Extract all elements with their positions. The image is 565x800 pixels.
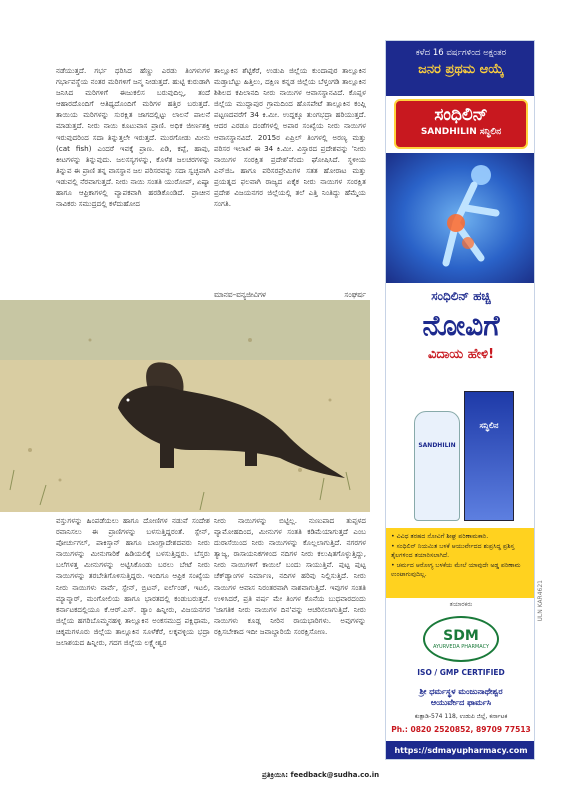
- company-phone[interactable]: Ph.: 0820 2520852, 89709 77513: [391, 725, 531, 734]
- ad-benefits: [386, 528, 535, 598]
- ad-header-line2: ಜನರ ಪ್ರಥಮ ಆಯ್ಕೆ: [418, 62, 504, 77]
- article-column-1: ನಡೆಯುತ್ತದೆ. ಗರ್ಭ ಧರಿಸಿದ ಹೆಣ್ಣು ಎರಡು ತಿಂಗಳುಗಳ ಗರ್ಭಾವಸ್ಥೆಯ ನಂತರ ಮರಿಗಳಿಗೆ ಜನ್ಮ ನೀಡುತ್ತದೆ. ಹುಟ್ಟಿ ಕುರುಡಾಗಿ ಜನಿಸಿದ ಮರಿಗಳಿಗೆ ಈಜುಕಲಿಸ ಬರುವುದಿಲ್ಲ, ತಂದೆ ಆಹಾರದೊಂದಿಗೆ ಆತಿಥ್ಯದೊಂದಿಗೆ ಮರಿಗಳ ಹತ್ತಿರ ಬರುತ್ತದೆ. ತಾಯಿಯ ಮರಿಗಳನ್ನು ಸುರಕ್ಷಿತ ಜಾಗದಲ್ಲಿಟ್ಟು ಲಾಲನೆ ಪಾಲನೆ ಮಾಡುತ್ತದೆ. ನೀರು ನಾಯಿ ಕೂಟುವಾಸ ಪ್ರಾಣಿ. ಅಧಿಕ ಜೀರ್ಣಶಕ್ತಿ ಇರುವುದರಿಂದ ಸದಾ ತಿನ್ನುತ್ತಲೇ ಇರುತ್ತದೆ. ಮುರಗೋಡು ಮೀನು (cat fish) ಎಂದರೆ ಇವಕ್ಕೆ ಪ್ರಾಣ. ಏಡಿ, ಕಪ್ಪೆ, ಹಾವು, ಕೀಟಗಳನ್ನು ತಿನ್ನುವುದು. ಜಲಸಸ್ಯಗಳನ್ನು, ಕೊಳೆತ ಜಲಚರಗಳನ್ನು ತಿನ್ನುವ ಈ ಪ್ರಾಣಿ ತನ್ನ ವಾಸಸ್ಥಾನ ಜಲ ಪರಿಸರವನ್ನು ಸದಾ ಸ್ವಚ್ಛವಾಗಿ ಇಡುವಲ್ಲಿ ನೆರವಾಗುತ್ತದೆ. ನೀರು ನಾಯಿ ಸಂತತಿ ಯುರೋಪ್, ಏಷ್ಯಾ ಹಾಗೂ ಆಫ್ರಿಕಾಗಳಲ್ಲಿ ವ್ಯಾಪಕವಾಗಿ ಹರಡಿಕೊಂಡಿದೆ. ಪ್ರಾಚೀನ ನಾವಿಕರು ಸಮುದ್ರದಲ್ಲಿ ಕಳೆದುಹೋದ: [56, 66, 210, 209]
- subheading-left: ಮಾನವ–ವನ್ಯಜೀವಿಗಳ: [214, 290, 266, 299]
- sandhilin-advertisement[interactable]: [385, 40, 535, 760]
- benefit-item: • ಸಂಧಿಲಿನ್ ನಿಯಮಿತ ಬಳಕೆ ಆಯುರ್ವೇದದ ಶುಪ್ರಸಿದ್ಧ ಪ್ರಶಿಸ್ತ ತೈಲಗಳಿಂದ ತಯಾರಿಸಲಾಗಿದೆ.: [391, 543, 515, 559]
- brand-name-kannada: ಸಂಧಿಲಿನ್: [434, 105, 488, 125]
- product-image: [404, 381, 514, 521]
- pain-point-icon: [447, 214, 465, 232]
- bottle-label: SANDHILIN: [418, 442, 456, 449]
- otter-illustration: [0, 300, 370, 512]
- pain-body-illustration: [386, 153, 535, 283]
- ad-header: [386, 41, 535, 96]
- product-box-label: ಸನ್ಧಿಲಿನ: [479, 421, 499, 430]
- ad-tagline-1: ಸಂಧಿಲಿನ್ ಹಚ್ಚಿ: [431, 289, 491, 303]
- product-bottle: [414, 411, 460, 521]
- benefit-item: • ಚರ್ಮದ ಆರೋಗ್ಯ ಬಳಕೆಯ ಮೇಲೆ ಯಾವುದೇ ಅಡ್ಡ ಪರಿಣಾಮ ಉಂಟಾಗುವುದಿಲ್ಲ.: [391, 562, 521, 578]
- brand-logo: [394, 99, 528, 149]
- otter-photo: [0, 300, 370, 512]
- article-column-3: ವಸ್ತುಗಳನ್ನು ಹಿಂಪಡೆಯಲು ಹಾಗೂ ದೋಣಿಗಳ ನಡುವೆ ಸಂದೇಶ ರವಾನಿಸಲು ಈ ಪ್ರಾಣಿಗಳನ್ನು ಬಳಸುತ್ತಿದ್ದರಂತೆ. ಸ್ಪೇನ್, ಪೋರ್ಚುಗಲ್, ಪಾಕಿಸ್ತಾನ್ ಹಾಗೂ ಬಾಂಗ್ಲಾದೇಶದವರು ನೀರು ನಾಯಿಗಳನ್ನು ಮೀನುಗಾರಿಕೆ ಹಿಡಿಯಲಿಕ್ಕೆ ಬಳಸುತ್ತಿದ್ದರು. ಬೆಸ್ತರು ಬಲೆಗಳತ್ತ ಮೀನುಗಳನ್ನು ಅಟ್ಟಿಸಿಕೊಂಡು ಬರಲು ಬೇಟೆ ನೀರು ನಾಯಿಗಳನ್ನು ತರಬೇತಿಗೊಳಿಸುತ್ತಿದ್ದರು. ಇಂದಿಗೂ ಆಫ್ರಿಕ ಸಂಖ್ಯೆಯ ನೀರು ನಾಯಿಗಳು ನಾರ್ವೆ, ಸ್ಪೇನ್, ಬ್ರಿಟನ್, ಐರ್ಲೆಂಡ್, ಇಟಲಿ, ಮ್ಯಾನ್ಮಾರ್, ಮಂಗೋಲಿಯ ಹಾಗೂ ಭಾರತದಲ್ಲಿ ಕಂಡುಬರುತ್ತವೆ. ಕರ್ನಾಟಕದಲ್ಲಿಯೂ ಕೆ.ಆರ್.ಎಸ್. ಡ್ಯಾಂ ಹಿನ್ನೀರು, ವಿಜಯನಗರ ಜಿಲ್ಲೆಯ ಹಗರಿಬೊಮ್ಮನಹಳ್ಳಿ ತಾಲ್ಲೂಕಿನ ಅಂಕಸಮುದ್ರ ಪಕ್ಷಿಧಾಮ, ಚಿಕ್ಕಮಗಳೂರು ಜಿಲ್ಲೆಯ ತಾಲ್ಲೂಕಿನ ಸೂಳೆಕೆರೆ, ಲಕ್ಕವಳ್ಳಿಯ ಭದ್ರಾ ಜಲಾಶಯದ ಹಿನ್ನೀರು, ಗದಗ ಜಿಲ್ಲೆಯ ಲಕ್ಷ್ಮೇಶ್ವರ: [56, 516, 210, 648]
- certification: ISO / GMP CERTIFIED: [417, 668, 505, 677]
- brand-name-english: SANDHILIN ಸನ್ಧಿಲಿನ: [420, 127, 502, 137]
- company-website-link[interactable]: https://sdmayupharmacy.com: [386, 741, 535, 760]
- subheading-right: ಸಂಘರ್ಷ: [344, 290, 366, 299]
- company-address: ಕುತ್ಪಾಡಿ-574 118, ಉಡುಪಿ ಜಿಲ್ಲೆ, ಕರ್ನಾಟಕ: [414, 713, 508, 720]
- article-column-4: ನೀರು ನಾಯಿಗಳನ್ನು ಬಿಟ್ಟಿಲ್ಲ. ನುಣುಪಾದ ತುಪ್ಪಳದ ವ್ಯಾಮೋಹದಿಂದ, ಮೀನುಗಳ ಸಂತತಿ ಕಡಿಮೆಯಾಗುತ್ತದೆ ಎಂಬ ದುರಾಸೆಯಿಂದ ನೀರು ನಾಯಿಗಳನ್ನು ಕೊಲ್ಲಲಾಗುತ್ತಿದೆ. ನಗರಗಳ ತ್ಯಾಜ್ಯ, ರಾಸಾಯನಿಕಗಳಿಂದ ನದಿಗಳ ನೀರು ಕಲುಷಿತಗೊಳ್ಳುತ್ತಿದ್ದು, ನೀರು ನಾಯಿಗಳಿಗೆ ಕಾಯಿಲೆ ಬಂದು ಸಾಯುತ್ತಿವೆ. ಪುಟ್ಟ ಪುಟ್ಟ ಚೆಕ್‌ಡ್ಯಾಂಗಳ ನಿರ್ಮಾಣ, ನದಿಗಳ ಹರಿವು ನಿಲ್ಲಿಸುತ್ತಿದೆ. ನೀರು ನಾಯಿಗಳ ಆವಾಸ ನಿರಂತರವಾಗಿ ನಾಶವಾಗುತ್ತಿದೆ. ಇವುಗಳ ಸಂತತಿ ಉಳಿಸಿದರೆ, ಪ್ರತಿ ವರ್ಷ ಮೇ ತಿಂಗಳ ಕೊನೆಯ ಬುಧವಾರದಂದು 'ಜಾಗತಿಕ ನೀರು ನಾಯಿಗಳ ದಿನ'ವನ್ನು ಆಚರಿಸಲಾಗುತ್ತಿದೆ. ನೀರು ನಾಯಿಗಳು ಕೂಡ್ಲ ನೀರಿನ ರಾಯಭಾರಿಗಳು. ಅವುಗಳನ್ನು ರಕ್ಷಿಸಬೇಕಾದ ಇದೀ ಜವಾಬ್ದಾರಿಯೆ ಸಂರಕ್ಷಿಸೋಣ.: [214, 516, 366, 636]
- company-name: [386, 686, 535, 708]
- manufacturer-divider: ತಯಾರಕರು: [449, 601, 473, 608]
- registration-code: ULN KAR4621: [537, 580, 544, 622]
- human-figure-icon: [386, 153, 535, 283]
- company-name-line1: ಶ್ರೀ ಧರ್ಮಸ್ಥಳ ಮಂಜುನಾಥೇಶ್ವರ: [419, 687, 503, 696]
- company-name-line2: ಆಯುರ್ವೇದ ಫಾರ್ಮಸಿ: [430, 698, 492, 707]
- sdm-logo-subtext: AYURVEDA PHARMACY: [432, 644, 490, 650]
- ad-tagline-3: ವಿದಾಯ ಹೇಳಿ!: [427, 347, 495, 362]
- feedback-email[interactable]: ಪ್ರತಿಕ್ರಿಯಿಸಿ: feedback@sudha.co.in: [262, 771, 380, 779]
- benefit-item: • ವಿವಿಧ ತರಹದ ನೋವಿಗೆ ಶೀಘ್ರ ಪರಿಣಾಮಕಾರಿ.: [391, 533, 489, 540]
- ad-tagline-2: ನೋವಿಗೆ: [422, 309, 500, 342]
- product-box: [464, 391, 514, 521]
- article-column-2: ತಾಲ್ಲೂಕಿನ ಶೆಟ್ಟಿಕೆರೆ, ಉಡುಪಿ ಜಿಲ್ಲೆಯ ಕುಂದಾಪುರ ತಾಲ್ಲೂಕಿನ ಮಡ್ತಾ‌ಬೆಟ್ಟು ಹಿತ್ತಿಲು, ದಕ್ಷಿಣ ಕನ್ನಡ ಜಿಲ್ಲೆಯ ಬೆಳ್ತಂಗಡಿ ತಾಲ್ಲೂಕಿನ ಶಿಶಿಲದ ಕಪಿಲಾನದಿ ನೀರು ನಾಯಿಗಳ ಆವಾಸಸ್ಥಾನವಿದೆ. ಕೊಪ್ಪಳ ಜಿಲ್ಲೆಯ ಮುದ್ದಾಪುರ ಗ್ರಾಮದಿಂದ ಹೊಸಪೇಟೆ ತಾಲ್ಲೂಕಿನ ಕಂಪ್ಲಿ ಪಟ್ಟಣದವರೆಗೆ 34 ಕಿ.ಮೀ. ಉದ್ದಕ್ಕೂ ತುಂಗಭದ್ರಾ ಹರಿಯುತ್ತದೆ. ಆದರ ಎರಡೂ ದಂಡೆಗಳಲ್ಲಿ ಅಪಾರ ಸಂಖ್ಯೆಯ ನೀರು ನಾಯಿಗಳ ಆವಾಸಸ್ಥಾನವಿದೆ. 2015ರ ಏಪ್ರಿಲ್ ತಿಂಗಳಲ್ಲಿ ಅರಣ್ಯ ಮತ್ತು ಪರಿಸರ ಇಲಾಖೆ ಈ 34 ಕಿ.ಮೀ. ವಿಸ್ತಾರದ ಪ್ರದೇಶವನ್ನು 'ನೀರು ನಾಯಿಗಳ ಸಂರಕ್ಷಿತ ಪ್ರದೇಶ'ವೆಂದು ಘೋಷಿಸಿದೆ. ಸ್ಥಳೀಯ ಎನ್‌ಜಿಒ ಹಾಗೂ ಪರಿಸರಪ್ರೇಮಿಗಳ ಸತತ ಹೋರಾಟ ಮತ್ತು ಪ್ರಯತ್ನದ ಫಲವಾಗಿ ರಾಜ್ಯದ ಏಕೈಕ ನೀರು ನಾಯಿಗಳ ಸಂರಕ್ಷಿತ ಪ್ರದೇಶ ವಿಜಯನಗರ ಜಿಲ್ಲೆಯಲ್ಲಿ ತಲೆ ಎತ್ತಿ ನಿಂತಿದ್ದು ಹೆಮ್ಮೆಯ ಸಂಗತಿ.: [214, 66, 366, 209]
- sdm-logo-text: SDM: [443, 628, 479, 644]
- ad-header-line1: ಕಳೆದ 16 ವರ್ಷಗಳಿಂದ ಅಕ್ಷಂತರ: [415, 48, 507, 58]
- sdm-logo: [423, 616, 499, 662]
